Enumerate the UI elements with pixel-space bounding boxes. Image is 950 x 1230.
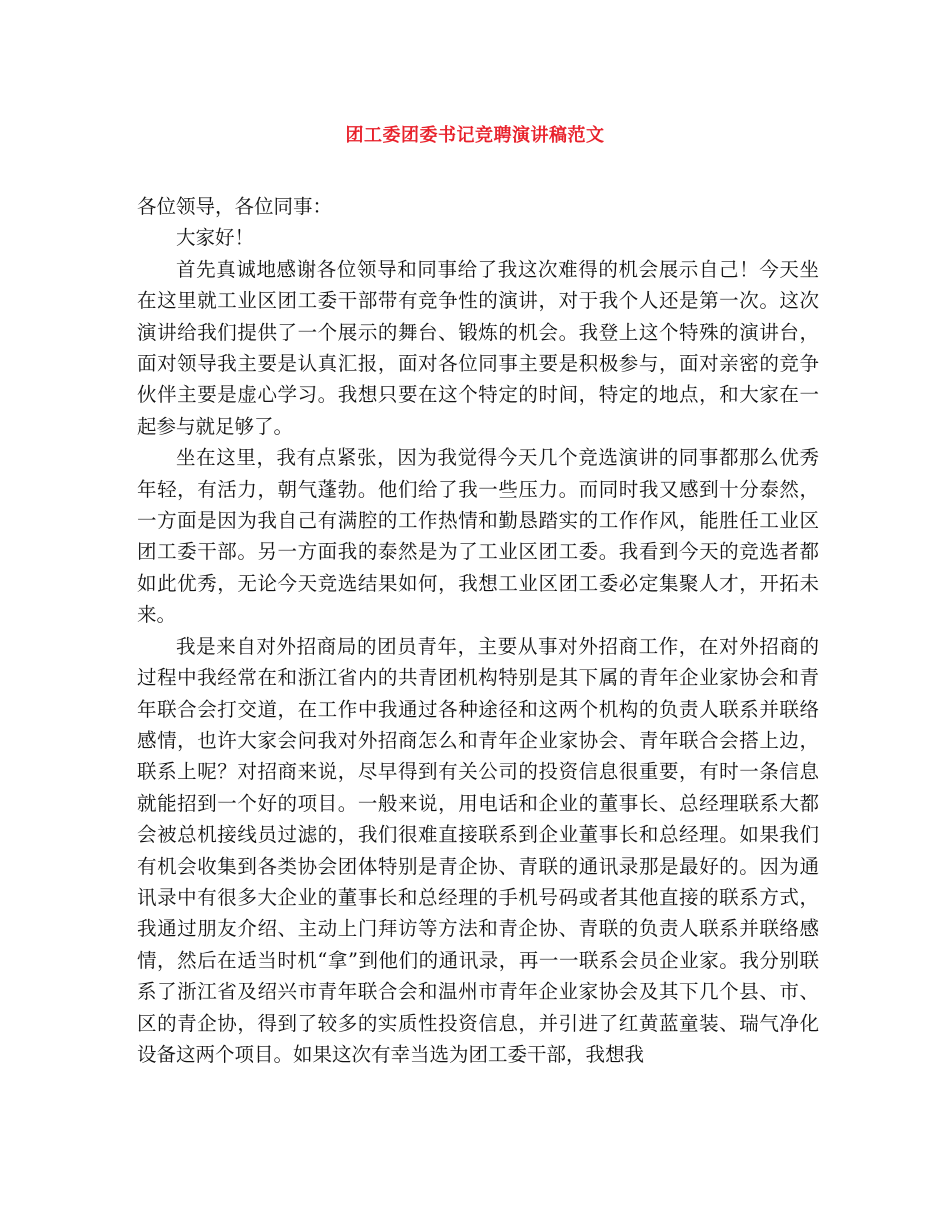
paragraph-nervous: 坐在这里，我有点紧张，因为我觉得今天几个竞选演讲的同事都那么优秀年轻，有活力，朝气蓬勃。他们给了我一些压力。而同时我又感到十分泰然，一方面是因为我自己有满腔的工作热情和勤恳踏实的工作作风，能胜任工业区团工委干部。另一方面我的泰然是为了工业区团工委。我看到今天的竞选者都如此优秀，无论今天竞选结果如何，我想工业区团工委必定集聚人才，开拓未来。 <box>137 446 819 627</box>
paragraph-work-experience: 我是来自对外招商局的团员青年，主要从事对外招商工作，在对外招商的过程中我经常在和浙江省内的共青团机构特别是其下属的青年企业家协会和青年联合会打交道，在工作中我通过各种途径和这两个机构的负责人联系并联络感情，也许大家会问我对外招商怎么和青年企业家协会、青年联合会搭上边，联系上呢？对招商来说，尽早得到有关公司的投资信息很重要，有时一条信息就能招到一个好的项目。一般来说，用电话和企业的董事长、总经理联系大都会被总机接线员过滤的，我们很难直接联系到企业董事长和总经理。如果我们有机会收集到各类协会团体特别是青企协、青联的通讯录那是最好的。因为通讯录中有很多大企业的董事长和总经理的手机号码或者其他直接的联系方式，我通过朋友介绍、主动上门拜访等方法和青企协、青联的负责人联系并联络感情，然后在适当时机“拿”到他们的通讯录，再一一联系会员企业家。我分别联系了浙江省及绍兴市青年联合会和温州市青年企业家协会及其下几个县、市、区的青企协，得到了较多的实质性投资信息，并引进了红黄蓝童装、瑞气净化设备这两个项目。如果这次有幸当选为团工委干部，我想我 <box>137 634 819 1066</box>
paragraph-opening: 首先真诚地感谢各位领导和同事给了我这次难得的机会展示自己！今天坐在这里就工业区团工委干部带有竞争性的演讲，对于我个人还是第一次。这次演讲给我们提供了一个展示的舞台、锻炼的机会。我登上这个特殊的演讲台，面对领导我主要是认真汇报，面对各位同事主要是积极参与，面对亲密的竞争伙伴主要是虚心学习。我想只要在这个特定的时间，特定的地点，和大家在一起参与就足够了。 <box>137 257 819 438</box>
greeting-line: 大家好！ <box>176 226 255 250</box>
salutation-line: 各位领导，各位同事： <box>137 195 333 218</box>
document-body <box>137 191 819 1070</box>
document-title: 团工委团委书记竞聘演讲稿范文 <box>345 125 605 146</box>
